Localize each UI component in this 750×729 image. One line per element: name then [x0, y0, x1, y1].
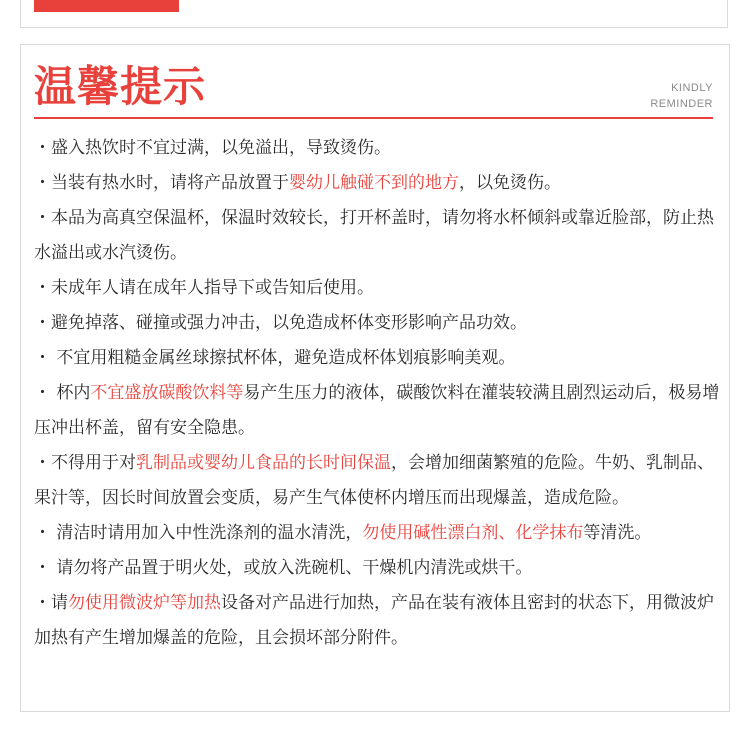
reminder-english-line2: REMINDER: [650, 98, 713, 110]
tip-text: ・未成年人请在成年人指导下或告知后使用。: [34, 278, 374, 298]
reminder-english-line1: KINDLY: [671, 82, 713, 94]
reminder-english-label: [650, 80, 713, 112]
tip-text: ・ 不宜用粗糙金属丝球擦拭杯体，避免造成杯体划痕影响美观。: [34, 348, 516, 368]
title-underline: [34, 117, 713, 119]
tip-text: ・ 清洁时请用加入中性洗涤剂的温水清洗，: [34, 523, 363, 543]
tip-text: ・ 请勿将产品置于明火处，或放入洗碗机、干燥机内清洗或烘干。: [34, 558, 533, 578]
tip-item: [34, 341, 724, 376]
tip-item: [34, 586, 724, 656]
tip-text: ，会增加细菌繁殖的危险。牛奶、乳制品、果汁等，因长时间放置会变质，易产生气体使杯内增压而出现爆盖，造成危险。: [34, 453, 714, 508]
tip-text: ・请: [34, 593, 68, 613]
tip-text: ・当装有热水时，请将产品放置于: [34, 173, 289, 193]
tip-item: [34, 551, 724, 586]
tip-item: [34, 306, 724, 341]
tip-text: ・避免掉落、碰撞或强力冲击，以免造成杯体变形影响产品功效。: [34, 313, 527, 333]
tip-text: ・ 杯内: [34, 383, 91, 403]
tip-text: ・盛入热饮时不宜过满，以免溢出，导致烫伤。: [34, 138, 391, 158]
tip-text: ，以免烫伤。: [459, 173, 561, 193]
tip-text: 设备对产品进行加热，产品在装有液体且密封的状态下，用微波炉加热有产生增加爆盖的危险，且会损坏部分附件。: [34, 593, 714, 648]
tips-list: [34, 131, 724, 656]
tip-item: [34, 201, 724, 271]
tip-item: [34, 271, 724, 306]
tip-highlight-text: 勿使用微波炉等加热: [68, 593, 221, 613]
reminder-title: 温馨提示: [34, 62, 207, 111]
tip-text: 易产生压力的液体，碳酸饮料在灌装较满且剧烈运动后，极易增压冲出杯盖，留有安全隐患。: [34, 383, 720, 438]
tip-text: ・本品为高真空保温杯，保温时效较长，打开杯盖时，请勿将水杯倾斜或靠近脸部，防止热水溢出或水汽烫伤。: [34, 208, 714, 263]
tip-item: [34, 376, 724, 446]
tip-item: [34, 446, 724, 516]
tip-highlight-text: 不宜盛放碳酸饮料等: [90, 383, 244, 403]
top-accent-bar: [34, 0, 179, 12]
tip-highlight-text: 乳制品或婴幼儿食品的长时间保温: [136, 453, 391, 473]
tip-highlight-text: 勿使用碱性漂白剂、化学抹布: [362, 523, 584, 543]
tip-item: [34, 166, 724, 201]
tip-text: ・不得用于对: [34, 453, 136, 473]
tip-item: [34, 516, 724, 551]
tip-text: 等清洗。: [583, 523, 652, 543]
tip-item: [34, 131, 724, 166]
tip-highlight-text: 婴幼儿触碰不到的地方: [289, 173, 459, 193]
